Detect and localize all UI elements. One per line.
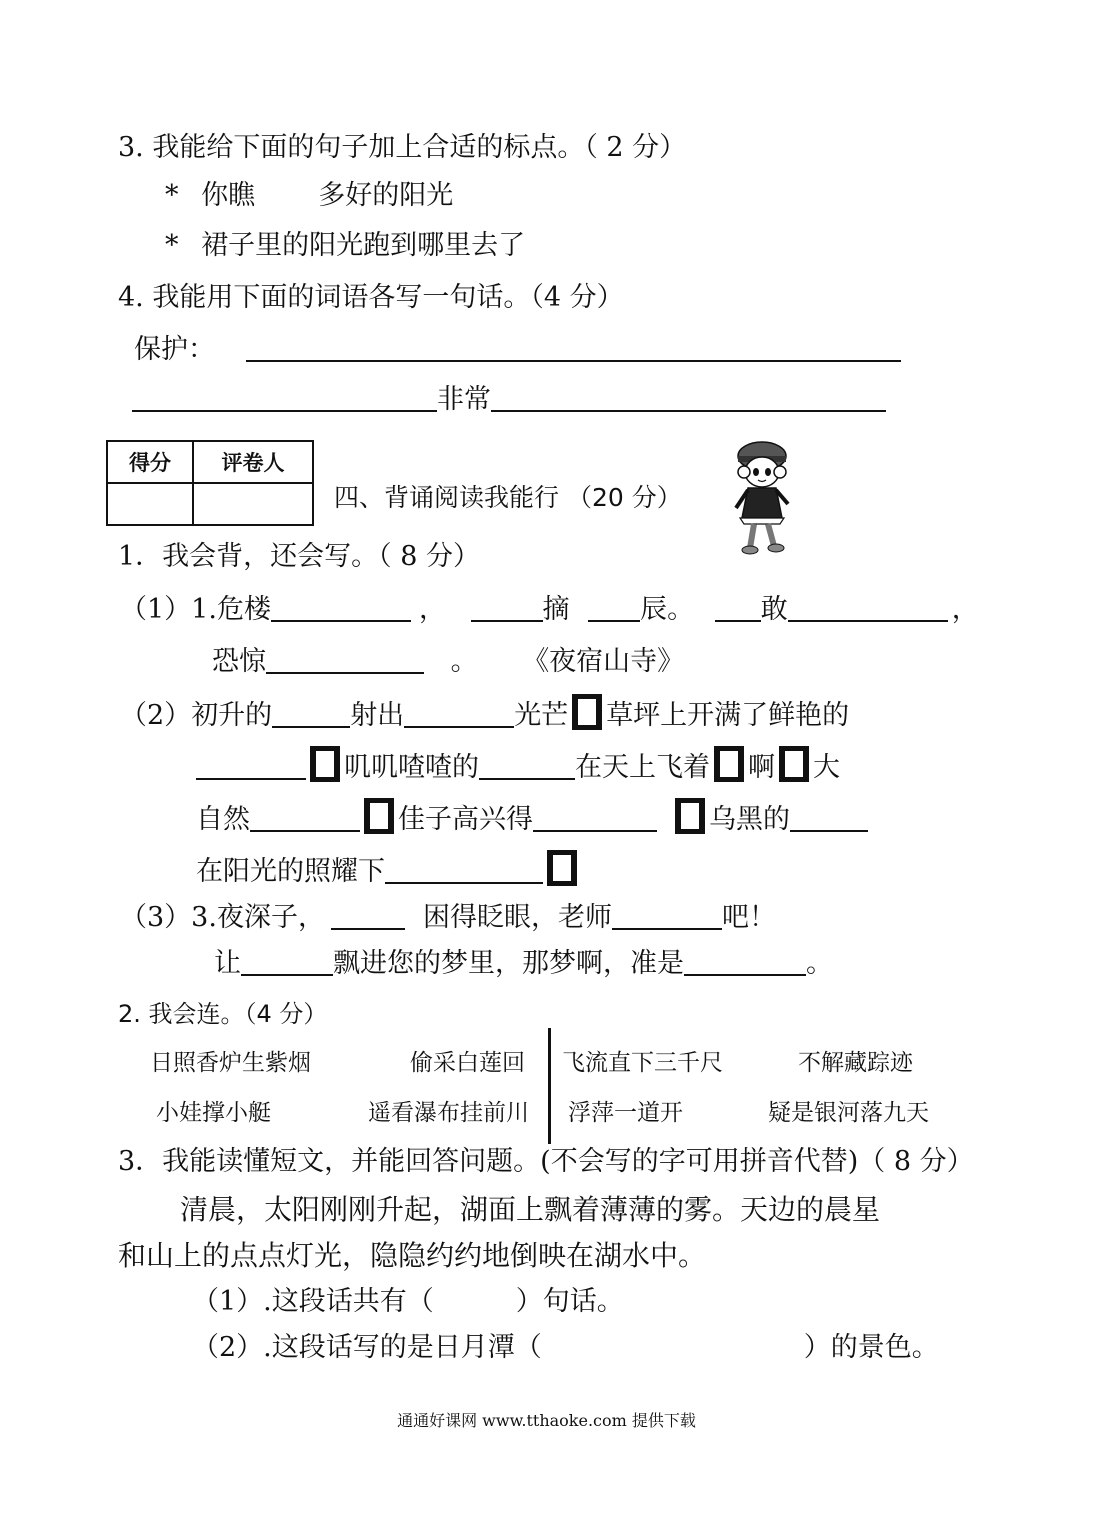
s4q2-title: 2. 我会连。（4 分） <box>118 1000 328 1028</box>
text: 夜深子， <box>216 902 325 933</box>
answer-blank[interactable] <box>241 944 333 976</box>
match-right-1a[interactable]: 飞流直下三千尺 <box>562 1050 723 1076</box>
bullet: * <box>165 180 179 211</box>
punctuation-box[interactable] <box>572 694 602 730</box>
answer-blank[interactable] <box>132 380 437 412</box>
score-header: 得分 <box>107 441 193 483</box>
s4q1-p3-line1 <box>120 898 776 938</box>
item-number: （3）3. <box>120 902 217 933</box>
match-right-2b[interactable]: 疑是银河落九天 <box>768 1100 929 1126</box>
section4-title: 四、背诵阅读我能行 （20 分） <box>334 483 682 512</box>
s4q1-p2-line3 <box>196 798 868 840</box>
q4-word-2: 非常 <box>437 384 491 415</box>
text: 初升的 <box>191 700 273 731</box>
q3-item-2 <box>165 226 525 266</box>
q3-item-1 <box>165 176 453 216</box>
punctuation-box[interactable] <box>547 850 577 886</box>
passage-line-2: 和山上的点点灯光，隐隐约约地倒映在湖水中。 <box>118 1239 707 1272</box>
s4q1-p2-line2 <box>196 746 840 788</box>
passage-line-1: 清晨，太阳刚刚升起，湖面上飘着薄薄的雾。天边的晨星 <box>180 1193 881 1226</box>
item-number: （2） <box>120 700 192 731</box>
match-right-2a[interactable]: 浮萍一道开 <box>568 1100 683 1126</box>
q4-word-1: 保护： <box>134 334 215 365</box>
punctuation-box[interactable] <box>675 798 705 834</box>
q4-line-1 <box>134 330 901 370</box>
answer-blank[interactable] <box>612 898 722 930</box>
text: 佳子高兴得 <box>398 804 533 835</box>
text: 自然 <box>196 804 250 835</box>
s4q1-p2-line4 <box>196 850 581 892</box>
answer-blank[interactable] <box>385 852 543 884</box>
text: 吧！ <box>721 902 776 933</box>
score-table <box>106 440 314 526</box>
match-left-1b[interactable]: 偷采白莲回 <box>410 1050 525 1076</box>
answer-blank[interactable] <box>533 800 657 832</box>
text: ， <box>418 594 446 625</box>
text: 。 <box>806 948 833 979</box>
s4q3-title: 3．我能读懂短文，并能回答问题。(不会写的字可用拼音代替)（ 8 分） <box>118 1146 974 1177</box>
match-left-2a[interactable]: 小娃撑小艇 <box>156 1100 271 1126</box>
text: 在阳光的照耀下 <box>196 856 385 887</box>
punctuation-box[interactable] <box>310 746 340 782</box>
text: 。 <box>450 646 478 677</box>
bullet: * <box>165 230 179 261</box>
text: 叽叽喳喳的 <box>344 752 479 783</box>
text: 乌黑的 <box>709 804 790 835</box>
answer-blank[interactable] <box>250 800 360 832</box>
score-cell[interactable] <box>107 483 193 525</box>
answer-blank[interactable] <box>788 590 948 622</box>
answer-blank[interactable] <box>715 590 761 622</box>
text: 射出 <box>350 700 405 731</box>
text: 光芒 <box>514 700 569 731</box>
item-number: （1）1. <box>120 594 217 625</box>
s4q1-p1-line2 <box>212 642 684 682</box>
q3-item-1-b: 多好的阳光 <box>318 180 454 211</box>
poem-title: 《夜宿山寺》 <box>522 646 685 677</box>
grader-cell[interactable] <box>193 483 313 525</box>
girl-illustration <box>730 438 800 558</box>
q4-title: 4. 我能用下面的词语各写一句话。（4 分） <box>118 282 624 313</box>
q3-item-1-a: 你瞧 <box>201 180 256 211</box>
column-divider <box>548 1028 551 1144</box>
punctuation-box[interactable] <box>714 746 744 782</box>
text: 飘进您的梦里，那梦啊，准是 <box>333 948 684 979</box>
answer-blank[interactable] <box>491 380 886 412</box>
punctuation-box[interactable] <box>364 798 394 834</box>
footer: 通通好课网 www.tthaoke.com 提供下载 <box>397 1411 696 1430</box>
answer-blank[interactable] <box>588 590 640 622</box>
answer-blank[interactable] <box>272 696 350 728</box>
text: 摘 <box>542 594 570 625</box>
answer-blank[interactable] <box>404 696 514 728</box>
text: （1）.这段话共有（ <box>192 1286 434 1317</box>
answer-blank[interactable] <box>790 800 868 832</box>
text: 辰。 <box>640 594 695 625</box>
answer-blank[interactable] <box>471 590 543 622</box>
text: 让 <box>214 948 241 979</box>
answer-blank[interactable] <box>266 642 424 674</box>
text: 在天上飞着 <box>575 752 710 783</box>
s4q3-sub2 <box>192 1328 939 1368</box>
s4q1-p1-line1 <box>120 590 979 630</box>
s4q1-p3-line2 <box>214 944 833 984</box>
punctuation-box[interactable] <box>779 746 809 782</box>
answer-blank[interactable] <box>479 748 575 780</box>
answer-blank[interactable] <box>684 944 806 976</box>
text: 困得眨眼，老师 <box>422 902 612 933</box>
s4q1-title: 1．我会背，还会写。（ 8 分） <box>118 541 481 572</box>
text: 啊 <box>748 752 775 783</box>
text: ）句话。 <box>515 1286 624 1317</box>
answer-blank[interactable] <box>271 590 411 622</box>
answer-blank[interactable] <box>196 748 306 780</box>
text: 草坪上开满了鲜艳的 <box>606 700 850 731</box>
s4q1-p2-line1 <box>120 694 849 736</box>
q3-item-2-a: 裙子里的阳光跑到哪里去了 <box>201 230 526 261</box>
match-left-1a[interactable]: 日照香炉生紫烟 <box>150 1050 311 1076</box>
text: 敢 <box>760 594 788 625</box>
text: 大 <box>813 752 840 783</box>
text: 危楼 <box>216 594 271 625</box>
text: ， <box>951 594 979 625</box>
match-right-1b[interactable]: 不解藏踪迹 <box>798 1050 913 1076</box>
match-left-2b[interactable]: 遥看瀑布挂前川 <box>368 1100 529 1126</box>
text: ）的景色。 <box>803 1332 939 1363</box>
text: （2）.这段话写的是日月潭（ <box>192 1332 542 1363</box>
s4q3-sub1 <box>192 1282 624 1322</box>
answer-blank[interactable] <box>246 330 901 362</box>
grader-header: 评卷人 <box>193 441 313 483</box>
answer-blank[interactable] <box>331 898 405 930</box>
q3-title: 3. 我能给下面的句子加上合适的标点。（ 2 分） <box>118 132 687 163</box>
text: 恐惊 <box>212 646 266 677</box>
q4-line-2 <box>132 380 886 420</box>
